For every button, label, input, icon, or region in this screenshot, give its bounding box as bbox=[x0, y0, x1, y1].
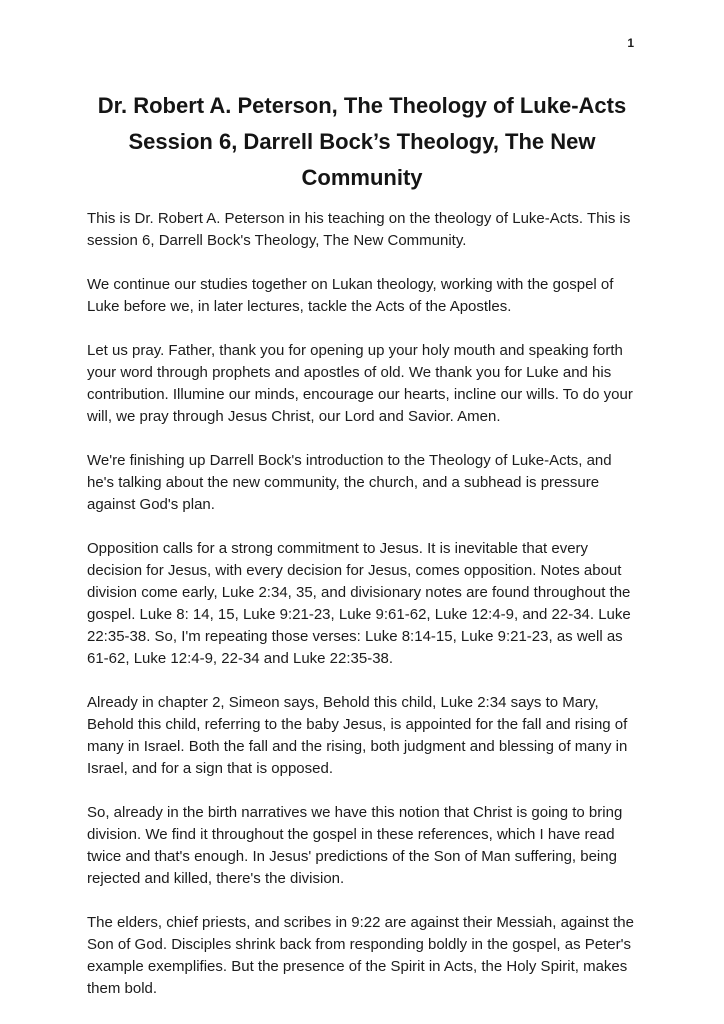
paragraph-elders-priests: The elders, chief priests, and scribes in 9:22 are against their Messiah, against the Son of God. Disciples shrink back from responding boldly in the gospel, as Peter's example exemplifies. But the presence of the Spirit in Acts, the Holy Spirit, makes them bold. bbox=[87, 914, 634, 997]
paragraph-simeon: Already in chapter 2, Simeon says, Behold this child, Luke 2:34 says to Mary, Behold this child, referring to the baby Jesus, is appointed for the fall and rising of many in Israel. Both the fall and the rising, both judgment and blessing of many in Israel, and for a sign that is opposed. bbox=[87, 694, 628, 777]
paragraph-prayer: Let us pray. Father, thank you for opening up your holy mouth and speaking forth your word through prophets and apostles of old. We thank you for Luke and his contribution. Illumine our minds, encourage our hearts, incline our wills. To do your will, we pray through Jesus Christ, our Lord and Savior. Amen. bbox=[87, 342, 633, 425]
paragraph-continue-studies: We continue our studies together on Lukan theology, working with the gospel of Luke before we, in later lectures, tackle the Acts of the Apostles. bbox=[87, 276, 614, 315]
paragraph-intro: This is Dr. Robert A. Peterson in his teaching on the theology of Luke-Acts. This is session 6, Darrell Bock's Theology, The New Community. bbox=[87, 210, 631, 249]
page-title-line-1: Dr. Robert A. Peterson, The Theology of Luke-Acts bbox=[97, 93, 627, 118]
document-body bbox=[87, 208, 637, 1000]
page-number: 1 bbox=[627, 36, 634, 50]
paragraph-opposition-verses: Opposition calls for a strong commitment to Jesus. It is inevitable that every decision for Jesus, with every decision for Jesus, comes opposition. Notes about division come early, Luke 2:34, 35, and divisionary notes are found throughout the gospel. Luke 8: 14, 15, Luke 9:21-23, Luke 9:61-62, Luke 12:4-9, and 22-34. Luke 22:35-38. So, I'm repeating those verses: Luke 8:14-15, Luke 9:21-23, as well as 61-62, Luke 12:4-9, 22-34 and Luke 22:35-38. bbox=[87, 540, 631, 667]
paragraph-birth-narratives: So, already in the birth narratives we have this notion that Christ is going to bring division. We find it throughout the gospel in these references, which I have read twice and that's enough. In Jesus' predictions of the Son of Man suffering, being rejected and killed, there's the division. bbox=[87, 804, 623, 887]
page-title bbox=[87, 88, 637, 196]
paragraph-finishing-bock-intro: We're finishing up Darrell Bock's introduction to the Theology of Luke-Acts, and he's talking about the new community, the church, and a subhead is pressure against God's plan. bbox=[87, 452, 612, 513]
page-title-line-2: Session 6, Darrell Bock’s Theology, The New bbox=[128, 129, 596, 154]
page-title-line-3: Community bbox=[301, 165, 423, 190]
